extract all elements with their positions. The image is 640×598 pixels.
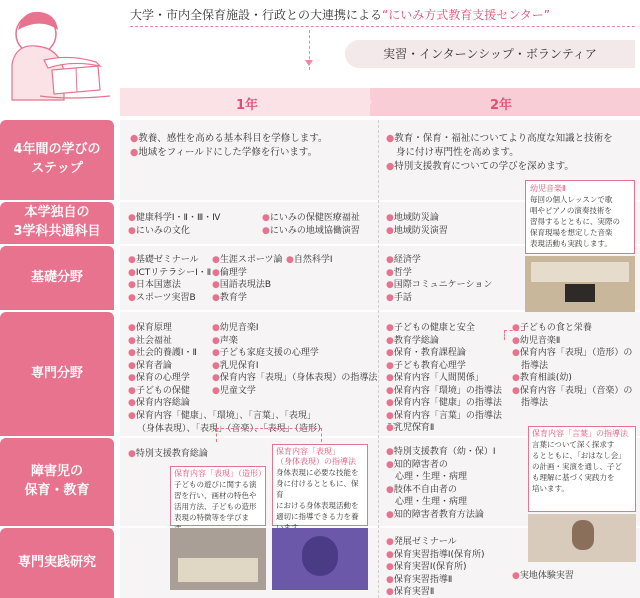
callout-zokei [170, 466, 266, 526]
list-item: ●保育内容「環境」の指導法 [386, 385, 502, 396]
bullet-icon: ● [128, 348, 136, 358]
bullet-icon: ● [128, 335, 136, 346]
callout-music [525, 180, 635, 254]
callout-music-title: 幼児音楽Ⅱ [530, 184, 566, 193]
list-item: 言葉について深く探求す [532, 440, 615, 449]
bullet-icon: ● [128, 255, 136, 265]
connector-kotoba [388, 418, 428, 424]
list-item: 習を行い、画材の特色や [174, 491, 257, 500]
chevron-right-icon [362, 88, 372, 116]
header-prefix: 大学・市内全保育施設・行政との大連携による [130, 8, 383, 22]
list-item: ●子どもの食と栄養 [512, 323, 592, 333]
list-item: ●保育内容「表現」（身体表現）の指導法 [212, 373, 378, 383]
bullet-icon: ● [512, 385, 520, 396]
bullet-icon: ● [386, 292, 394, 303]
bullet-icon: ● [386, 398, 394, 408]
disability-y2 [386, 446, 496, 521]
list-item: ●幼児音楽Ⅱ [512, 335, 561, 346]
list-item: 毎回の個人レッスンで歌 [530, 195, 613, 204]
bullet-icon: ● [386, 360, 394, 371]
list-item: ●にいみの保健医療福祉 [262, 213, 360, 223]
list-item: の計画・実演を通し、子ど [532, 462, 622, 471]
steps-y2 [386, 132, 613, 174]
list-item: 身に付け専門性を高めます。 [396, 147, 519, 158]
list-item: ●にいみの文化 [128, 225, 190, 236]
row-label-steps-l1: 4年間の学びの [13, 142, 101, 158]
bullet-icon: ● [512, 571, 520, 581]
photo-music [525, 256, 635, 312]
bullet-icon: ● [386, 459, 394, 470]
bullet-icon: ● [386, 587, 394, 597]
list-item: （身体表現）、「表現」（音楽）、「表現」（造形） [137, 423, 327, 434]
list-item: ●保育実習Ⅰ(保育所) [386, 562, 467, 572]
list-item: ●ICTリテラシーⅠ・Ⅱ [128, 267, 212, 278]
list-item: ●実地体験実習 [512, 571, 574, 581]
list-item: 子どもの遊びに関する演 [174, 480, 257, 489]
bullet-icon: ● [386, 280, 394, 290]
list-item: ●発展ゼミナール [386, 537, 457, 547]
list-item: ●子ども教育心理学 [386, 360, 466, 371]
bullet-icon: ● [128, 267, 136, 278]
list-item: ●保育・教育課程論 [386, 348, 466, 358]
list-item: ●社会的養護Ⅰ・Ⅱ [128, 348, 197, 358]
special-y1b [212, 322, 377, 397]
list-item: ●社会福祉 [128, 335, 172, 346]
bullet-icon: ● [286, 255, 294, 265]
callout-shintai-title1: 保育内容「表現」 [276, 447, 340, 456]
row-label-special-text: 専門分野 [30, 365, 83, 381]
list-item: 習得するとともに、実際の [530, 217, 620, 226]
row-label-disability-l2: 保育・教育 [24, 483, 90, 498]
list-item: ●子ども家庭支援の心理学 [212, 348, 319, 358]
list-item: 身体表現に必要な技能を [276, 468, 359, 477]
list-item: 保育現場を想定した音楽 [530, 228, 613, 237]
bullet-icon: ● [386, 255, 394, 265]
bullet-icon: ● [386, 225, 394, 236]
bullet-icon: ● [386, 484, 394, 495]
callout-zokei-body [174, 479, 262, 534]
callout-music-body [530, 194, 630, 249]
basic-y1b [212, 254, 283, 304]
list-item: ●乳児保育Ⅰ [212, 360, 259, 371]
list-item: ●特別支援教育総論 [128, 449, 208, 459]
list-item: ●地域防災演習 [386, 225, 448, 236]
row-label-disability-l1: 障害児の [30, 464, 83, 480]
bullet-icon: ● [212, 360, 220, 371]
photo-kotoba [528, 514, 636, 562]
bullet-icon: ● [512, 373, 520, 383]
callout-shintai-body [276, 467, 364, 533]
bullet-icon: ● [212, 323, 220, 333]
list-item: ●地域をフィールドにした学修を行います。 [130, 147, 318, 158]
row-label-practice-text: 専門実践研究 [17, 554, 96, 570]
year1-label: 1年 [236, 98, 259, 113]
row-label-steps [0, 120, 114, 200]
header-highlight: “にいみ方式教育支援センター” [382, 8, 550, 22]
photo-zokei [170, 528, 266, 590]
bullet-icon: ● [212, 373, 220, 383]
list-item: 心理・生理・病理 [395, 472, 468, 482]
list-item: における身体表現活動を [276, 501, 359, 510]
list-item: ●教育学総論 [386, 335, 439, 346]
list-item: ●声楽 [212, 335, 238, 346]
callout-shintai [272, 444, 368, 526]
list-item: 表現活動も実践します。 [530, 239, 612, 248]
bullet-icon: ● [386, 549, 394, 560]
header-divider [130, 26, 635, 27]
list-item: るとともに、「おはなし会」 [532, 451, 626, 460]
bullet-icon: ● [128, 385, 136, 396]
list-item: ●保育内容「表現」（音楽）の [512, 385, 633, 396]
bullet-icon: ● [262, 225, 270, 236]
list-item: ●特別支援教育についての学びを深めます。 [386, 161, 574, 172]
list-item: ●保育内容「表現」（造形）の [512, 348, 633, 358]
list-item: ●保育実習Ⅱ [386, 587, 435, 597]
row-label-special [0, 312, 114, 436]
basic-y2 [386, 254, 492, 304]
row-label-common-l1: 本学独自の [24, 205, 90, 221]
bullet-icon: ● [128, 449, 136, 459]
bullet-icon: ● [212, 385, 220, 396]
basic-y1c [286, 254, 333, 267]
year-divider [378, 120, 379, 598]
bullet-icon: ● [386, 509, 394, 520]
row-label-basic [0, 246, 114, 310]
bullet-icon: ● [386, 537, 394, 547]
special-y2b [512, 322, 632, 410]
list-item: ●スポーツ実習B [128, 292, 196, 303]
list-item: ●国際コミュニケーション [386, 280, 493, 290]
list-item: ●保育内容「人間関係」 [386, 373, 484, 383]
bullet-icon: ● [386, 574, 394, 585]
list-item: ●地域防災論 [386, 213, 439, 223]
practice-y2b [512, 570, 574, 583]
list-item: ●経済学 [386, 255, 421, 265]
list-item: 心理・生理・病理 [395, 497, 468, 507]
bullet-icon: ● [386, 410, 394, 421]
bullet-icon: ● [212, 335, 220, 346]
list-item: ●保育内容「健康」の指導法 [386, 398, 502, 408]
callout-kotoba-title: 保育内容「言葉」の指導法 [532, 429, 628, 438]
list-item: ●子どもの健康と安全 [386, 323, 475, 333]
bullet-icon: ● [386, 335, 394, 346]
list-item: ●保育の心理学 [128, 373, 190, 383]
list-item: ●知的障害者教育方法論 [386, 509, 484, 520]
special-y1a [128, 322, 197, 410]
practice-y2a [386, 536, 485, 598]
list-item: ●保育内容総論 [128, 398, 190, 408]
list-item: ●幼児音楽Ⅰ [212, 323, 259, 333]
callout-shintai-title2: （身体表現）の指導法 [276, 457, 356, 466]
list-item: 適切に指導できる力を養 [276, 512, 359, 521]
bullet-icon: ● [128, 292, 136, 303]
list-item: 表現の特徴等を学びま [174, 513, 249, 522]
bullet-icon: ● [512, 335, 520, 346]
common-y1a [128, 212, 220, 237]
list-item: ●保育者論 [128, 360, 172, 371]
bullet-icon: ● [128, 398, 136, 408]
bullet-icon: ● [212, 255, 220, 265]
bullet-icon: ● [128, 323, 136, 333]
disability-y1 [128, 448, 208, 461]
row-label-practice [0, 528, 114, 598]
bullet-icon: ● [386, 447, 394, 457]
list-item: ●児童文学 [212, 385, 256, 396]
basic-y1a [128, 254, 211, 304]
bullet-icon: ● [212, 280, 220, 290]
list-item: ●乳児保育Ⅱ [386, 423, 435, 433]
bullet-icon: ● [386, 373, 394, 383]
list-item: ●生涯スポーツ論 [212, 255, 283, 265]
list-item: ●保育原理 [128, 323, 172, 333]
list-item: ●倫理学 [212, 267, 247, 278]
bullet-icon: ● [128, 373, 136, 383]
bullet-icon: ● [212, 267, 220, 278]
list-item: 指導法 [521, 360, 549, 371]
bullet-icon: ● [128, 411, 136, 421]
list-item: ●教育学 [212, 292, 247, 303]
list-item: ●日本国憲法 [128, 280, 181, 290]
list-item: ●国語表現法B [212, 280, 272, 290]
list-item: 唱やピアノの演奏技術を [530, 206, 612, 215]
bullet-icon: ● [386, 323, 394, 333]
bullet-icon: ● [386, 267, 394, 278]
common-y2 [386, 212, 448, 237]
list-item: 指導法 [521, 398, 549, 408]
bullet-icon: ● [128, 213, 136, 223]
bullet-icon: ● [386, 213, 394, 223]
connector-music [504, 330, 524, 340]
bullet-icon: ● [128, 280, 136, 290]
bullet-icon: ● [386, 385, 394, 396]
list-item: ●教育相談(幼) [512, 373, 572, 383]
list-item: ●教養、感性を高める基本科目を学修します。 [130, 133, 328, 144]
bullet-icon: ● [386, 423, 394, 433]
photo-shintai [272, 528, 368, 590]
common-y1b [262, 212, 360, 237]
row-label-basic-text: 基礎分野 [30, 269, 83, 285]
list-item: ●特別支援教育（幼・保）Ⅰ [386, 447, 496, 457]
list-item: ●基礎ゼミナール [128, 255, 199, 265]
bullet-icon: ● [386, 562, 394, 572]
list-item: ●教育・保育・福祉についてより高度な知識と技術を [386, 133, 613, 144]
teacher-illustration [0, 0, 122, 120]
bullet-icon: ● [262, 213, 270, 223]
bullet-icon: ● [128, 360, 136, 371]
list-item: 身に付けるとともに、保育 [276, 479, 359, 499]
row-label-disability [0, 438, 114, 526]
list-item: ●保育内容「言葉」の指導法 [386, 410, 502, 421]
internship-pill: 実習・インターンシップ・ボランティア [345, 40, 635, 68]
row-label-common [0, 202, 114, 244]
header-title [130, 6, 550, 23]
bullet-icon: ● [512, 348, 520, 358]
list-item: ●哲学 [386, 267, 412, 278]
list-item: ●自然科学Ⅰ [286, 255, 333, 265]
callout-zokei-title: 保育内容「表現」（造形） [174, 469, 266, 478]
list-item: 培います。 [532, 484, 569, 493]
row-label-common-l2: 3学科共通科目 [13, 224, 101, 239]
list-item: ●知的障害者の [386, 459, 448, 470]
list-item: ●子どもの保健 [128, 385, 190, 396]
connector-y1 [216, 428, 322, 442]
bullet-icon: ● [212, 348, 220, 358]
list-item: ●保育内容「健康」、「環境」、「言葉」、「表現」 [128, 411, 316, 421]
list-item: ●健康科学Ⅰ・Ⅱ・Ⅲ・Ⅳ [128, 213, 221, 223]
year2-label: 2年 [490, 98, 513, 113]
list-item: ●保育実習指導Ⅱ [386, 574, 453, 585]
list-item: ●肢体不自由者の [386, 484, 457, 495]
bullet-icon: ● [512, 323, 520, 333]
list-item: ●手話 [386, 292, 412, 303]
bullet-icon: ● [128, 225, 136, 236]
bullet-icon: ● [212, 292, 220, 303]
callout-kotoba-body [532, 439, 632, 494]
list-item: ●保育実習指導Ⅰ(保育所) [386, 549, 485, 560]
list-item: ●にいみの地域協働演習 [262, 225, 360, 236]
steps-y1 [130, 132, 328, 160]
arrow-down-icon [309, 30, 317, 70]
list-item: 活用方法、子どもの造形 [174, 502, 257, 511]
callout-kotoba [528, 426, 636, 512]
row-label-steps-l2: ステップ [31, 161, 83, 176]
bullet-icon: ● [386, 348, 394, 358]
list-item: も理解に基づく実践力を [532, 473, 615, 482]
